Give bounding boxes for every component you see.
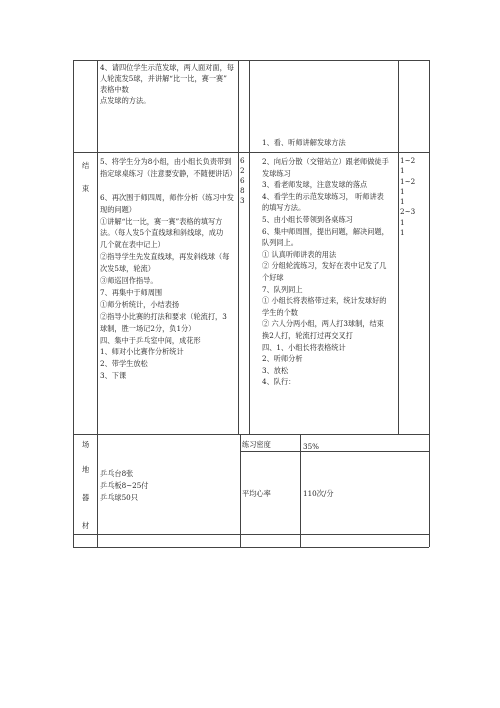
text-line: 7、再集中于师周围	[100, 287, 163, 297]
time-value: 6	[240, 176, 245, 185]
count-value: 1	[400, 228, 405, 238]
equipment-item: 乒乓台8张	[100, 469, 134, 478]
text-line: 指定球桌练习（注意要安静，不随便讲话）	[100, 168, 237, 178]
text-line: 队列同上。	[262, 238, 298, 248]
text-line: 3、看老师发球，注意发球的落点	[262, 180, 368, 190]
text-line: 的填写方法。	[262, 203, 306, 213]
table-top-border	[73, 60, 429, 61]
table-right-border	[429, 60, 430, 547]
text-line: 5、由小组长带领到各桌练习	[262, 214, 353, 224]
venue-label-char: 材	[82, 521, 90, 530]
col-divider-venue-right	[300, 434, 301, 547]
text-line: ① 小组长将表格带过来，统计发球好的	[262, 296, 387, 306]
closing-label-char: 结	[82, 161, 90, 170]
text-line: ②指导学生先发直线球，再发斜线球（每	[100, 252, 230, 262]
text-line: 点发球的方法。	[100, 96, 151, 105]
text-line: 4、看学生的示范发球练习， 听师讲表	[262, 191, 384, 201]
top-student-activity: 1、看、听师讲解发球方法	[262, 138, 346, 147]
text-line: 球制，胜一场记2分，负1分）	[100, 323, 196, 333]
count-value: 1	[400, 217, 405, 227]
venue-bottom-divider	[73, 534, 429, 535]
text-line: 学生的个数	[262, 307, 298, 317]
table-left-border	[73, 60, 74, 547]
text-line: 现的问题）	[100, 204, 136, 214]
text-line: 次发5球，轮流）	[100, 264, 155, 274]
text-line: 2、向后分散（交错站立）跟老师做徒手	[262, 157, 389, 166]
time-value: 8	[240, 186, 245, 195]
col-divider-time	[249, 60, 250, 434]
venue-label-char: 地	[82, 465, 90, 474]
text-line: 2、带学生放松	[100, 359, 148, 369]
text-line: 1、师对小比赛作分析统计	[100, 347, 184, 357]
count-value: 1~2	[400, 156, 416, 165]
heart-rate-value: 110次/分	[303, 489, 334, 498]
col-divider-teacher	[238, 60, 239, 434]
count-value: 1	[400, 186, 405, 196]
venue-label-char: 场	[82, 440, 90, 449]
time-value: 6	[240, 156, 245, 165]
count-value: 1	[400, 197, 405, 207]
text-line: 5、将学生分为8小组，由小组长负责带到	[100, 157, 232, 166]
text-line: 3、下课	[100, 371, 127, 381]
row-divider-closing	[73, 152, 429, 153]
equipment-item: 乒乓板8~25付	[100, 481, 149, 490]
text-line: 6、集中师周围，提出问题，解决问题，	[262, 226, 389, 236]
density-label: 练习密度	[242, 440, 271, 449]
text-line: 2、听师分析	[262, 354, 303, 364]
text-line: ①讲解“比一比，赛一赛”表格的填写方	[100, 216, 223, 226]
row-divider-venue	[73, 434, 429, 435]
closing-time-column	[240, 156, 245, 206]
text-line: ② 六人分两小组，两人打3球制，结束	[262, 319, 384, 329]
equipment-list	[100, 468, 149, 504]
text-line: ②指导小比赛的打法和要求（轮流打，3	[100, 311, 227, 321]
heart-rate-label: 平均心率	[242, 489, 271, 498]
text-line: ③师巡回作指导。	[100, 276, 158, 286]
col-divider-label	[97, 60, 98, 547]
text-line: 个好球	[262, 272, 284, 282]
time-value: 3	[240, 196, 245, 205]
text-line: 6、再次围于师四周，师作分析（练习中发	[100, 192, 234, 202]
venue-label-char: 器	[82, 493, 90, 502]
text-line: 7、队列同上	[262, 284, 303, 294]
closing-student-activity	[262, 156, 389, 388]
closing-label-char: 束	[82, 184, 90, 193]
text-line: 发球练习	[262, 168, 291, 178]
text-line	[100, 180, 237, 192]
col-divider-venue-mid	[240, 434, 241, 547]
count-value: 1~2	[400, 176, 416, 186]
text-line: 3、放松	[262, 365, 289, 375]
col-divider-student	[398, 60, 399, 434]
top-teacher-activity	[100, 62, 234, 106]
text-line: 法。（每人发5个直线球和斜线球，成功	[100, 228, 224, 238]
text-line: 四、1、小组长将表格统计	[262, 342, 346, 352]
text-line: ① 认真听师讲表的用法	[262, 249, 337, 259]
text-line: ② 分组轮流练习，发好在表中记发了几	[262, 261, 387, 271]
text-line: ①师分析统计，小结表扬	[100, 299, 180, 309]
text-line: 人轮流发5球，并讲解“比一比，赛一赛”	[100, 74, 227, 83]
closing-count-column	[400, 156, 415, 238]
table-bottom-border	[73, 547, 429, 548]
text-line: 换2人打，轮流打过再交叉打	[262, 330, 353, 340]
count-value: 2~3	[400, 207, 416, 217]
text-line: 四、集中于乒乓室中间，成花形	[100, 335, 201, 345]
text-line: 几个就在表中记上）	[100, 240, 165, 250]
density-value: 35%	[303, 442, 319, 451]
equipment-item: 乒乓球50只	[100, 493, 138, 502]
count-value: 1	[400, 166, 405, 176]
closing-teacher-activity	[100, 156, 237, 382]
text-line: 4、请四位学生示范发球，两人面对面，每	[100, 63, 234, 72]
density-row-divider	[240, 451, 429, 452]
text-line: 表格中数	[100, 85, 129, 94]
text-line: 4、队行：	[262, 377, 296, 387]
time-value: 2	[240, 166, 245, 175]
